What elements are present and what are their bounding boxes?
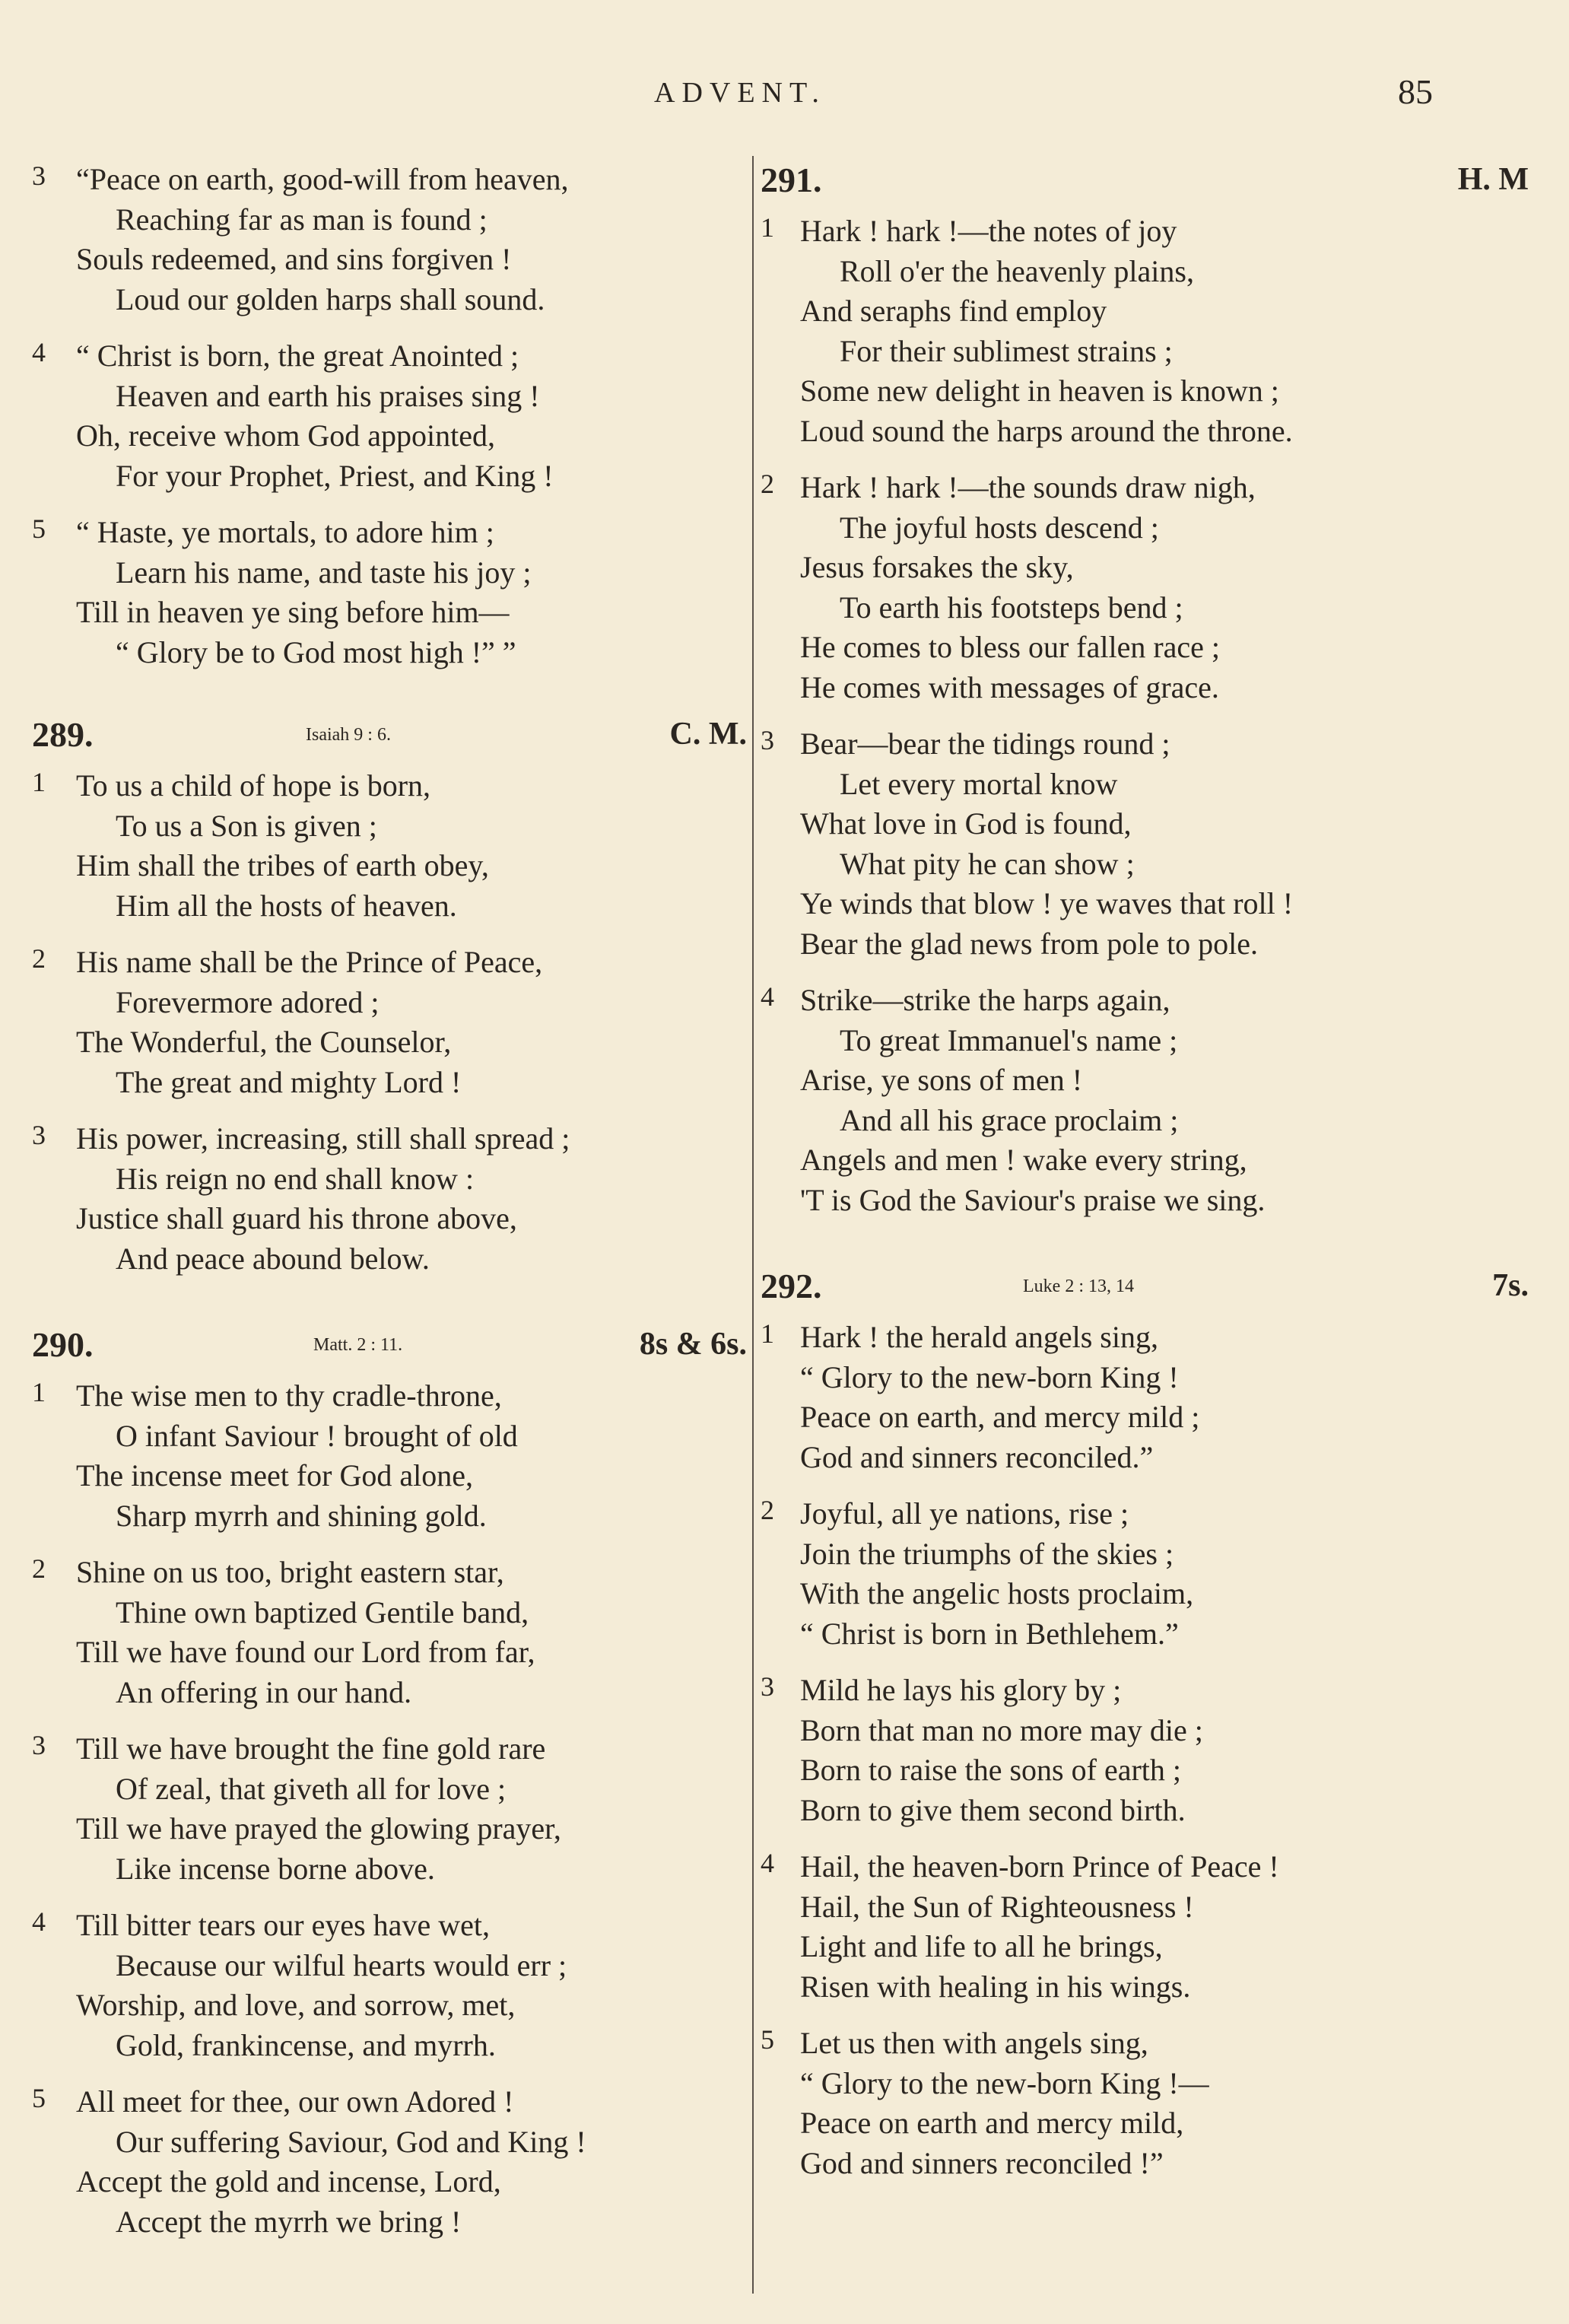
stanza: [32, 336, 747, 496]
verse-line: Our suffering Saviour, God and King !: [116, 2124, 586, 2159]
verse-line: Joyful, all ye nations, rise ;: [800, 1496, 1129, 1531]
verse-line: Angels and men ! wake every string,: [800, 1143, 1247, 1177]
stanza-number: 5: [761, 2024, 774, 2055]
verse-line: Risen with healing in his wings.: [800, 1969, 1191, 2004]
stanza-number: 3: [32, 161, 46, 191]
hymn-header: [761, 160, 1529, 205]
verse-line: Roll o'er the heavenly plains,: [840, 253, 1194, 288]
stanza: [32, 160, 747, 320]
stanza-number: 2: [761, 1495, 774, 1525]
verse-line: Bear the glad news from pole to pole.: [800, 926, 1259, 961]
scripture-reference: Luke 2 : 13, 14: [1023, 1276, 1134, 1296]
hymn-288-continuation: [32, 160, 747, 672]
stanza-number: 4: [32, 1906, 46, 1937]
verse-line: “ Christ is born, the great Anointed ;: [76, 339, 519, 373]
verse-line: “ Christ is born in Bethlehem.”: [800, 1616, 1179, 1651]
verse-line: “ Glory to the new-born King !—: [800, 2065, 1209, 2100]
verse-line: Shine on us too, bright eastern star,: [76, 1555, 504, 1589]
running-head: [0, 72, 1569, 122]
verse-line: The wise men to thy cradle-throne,: [76, 1378, 502, 1413]
verse-line: An offering in our hand.: [116, 1674, 412, 1709]
hymn-291: [761, 160, 1529, 1220]
hymn-number: 291.: [761, 161, 822, 199]
stanza: [761, 211, 1529, 451]
verse-line: Of zeal, that giveth all for love ;: [116, 1771, 507, 1806]
hymn-header: [32, 714, 747, 760]
verse-line: The joyful hosts descend ;: [840, 510, 1159, 545]
verse-line: Till we have prayed the glowing prayer,: [76, 1811, 561, 1846]
stanza: [761, 1847, 1529, 2007]
verse-line: Him shall the tribes of earth obey,: [76, 848, 489, 882]
verse-line: And peace abound below.: [116, 1241, 430, 1276]
verse-line: Light and life to all he brings,: [800, 1929, 1163, 1963]
verse-line: Him all the hosts of heaven.: [116, 888, 457, 923]
verse-line: Loud our golden harps shall sound.: [116, 281, 545, 316]
verse-line: The Wonderful, the Counselor,: [76, 1025, 452, 1059]
verse-line: He comes with messages of grace.: [800, 669, 1219, 704]
verse-line: Accept the gold and incense, Lord,: [76, 2164, 501, 2198]
verse-line: Hail, the Sun of Righteousness !: [800, 1889, 1194, 1924]
verse-line: To us a Son is given ;: [116, 808, 377, 843]
hymn-number: 289.: [32, 715, 94, 754]
verse-line: Souls redeemed, and sins forgiven !: [76, 242, 512, 276]
verse-line: Gold, frankincense, and myrrh.: [116, 2027, 496, 2062]
hymn-meter: 7s.: [1492, 1268, 1529, 1303]
verse-line: Like incense borne above.: [116, 1851, 435, 1886]
stanza-number: 2: [32, 943, 46, 974]
verse-line: Oh, receive whom God appointed,: [76, 418, 495, 453]
verse-line: Born that man no more may die ;: [800, 1712, 1203, 1747]
verse-line: Ye winds that blow ! ye waves that roll !: [800, 886, 1294, 920]
hymn-meter: H. M: [1457, 162, 1529, 197]
verse-line: To great Immanuel's name ;: [840, 1022, 1178, 1057]
verse-line: The great and mighty Lord !: [116, 1064, 462, 1099]
verse-line: What love in God is found,: [800, 806, 1132, 841]
stanza-number: 1: [32, 1377, 46, 1407]
verse-line: God and sinners reconciled !”: [800, 2145, 1164, 2180]
verse-line: “Peace on earth, good-will from heaven,: [76, 162, 569, 196]
stanza: [761, 1671, 1529, 1830]
hymn-meter: C. M.: [669, 717, 747, 752]
verse-line: He comes to bless our fallen race ;: [800, 630, 1221, 664]
verse-line: Born to give them second birth.: [800, 1792, 1186, 1827]
verse-line: Till in heaven ye sing before him—: [76, 595, 510, 629]
verse-line: All meet for thee, our own Adored !: [76, 2084, 514, 2119]
verse-line: Born to raise the sons of earth ;: [800, 1753, 1181, 1787]
verse-line: Forevermore adored ;: [116, 984, 380, 1019]
right-column: [761, 160, 1529, 2229]
verse-line: With the angelic hosts proclaim,: [800, 1576, 1194, 1610]
verse-line: To earth his footsteps bend ;: [840, 590, 1183, 625]
left-column: [32, 160, 747, 2287]
verse-line: For their sublimest strains ;: [840, 333, 1173, 368]
verse-line: “ Haste, ye mortals, to adore him ;: [76, 515, 494, 549]
hymn-header: [761, 1266, 1529, 1311]
stanza-number: 1: [761, 212, 774, 243]
verse-line: Let every mortal know: [840, 766, 1118, 801]
verse-line: Strike—strike the harps again,: [800, 983, 1170, 1017]
verse-line: Heaven and earth his praises sing !: [116, 378, 540, 413]
stanza: [32, 943, 747, 1102]
page-number: 85: [1398, 72, 1433, 111]
verse-line: Sharp myrrh and shining gold.: [116, 1498, 487, 1533]
verse-line: Worship, and love, and sorrow, met,: [76, 1988, 516, 2022]
verse-line: His power, increasing, still shall spread ;: [76, 1121, 570, 1156]
stanza: [32, 2082, 747, 2242]
stanza: [761, 981, 1529, 1220]
verse-line: Learn his name, and taste his joy ;: [116, 555, 532, 590]
verse-line: Accept the myrrh we bring !: [116, 2204, 462, 2239]
verse-line: And all his grace proclaim ;: [840, 1102, 1179, 1137]
hymn-number: 290.: [32, 1325, 94, 1364]
verse-line: Join the triumphs of the skies ;: [800, 1536, 1174, 1571]
stanza: [761, 724, 1529, 964]
running-title: ADVENT.: [654, 77, 826, 109]
stanza-number: 4: [32, 337, 46, 367]
column-divider: [752, 156, 754, 2294]
verse-line: “ Glory to the new-born King !: [800, 1359, 1179, 1394]
verse-line: Bear—bear the tidings round ;: [800, 726, 1170, 761]
scripture-reference: Isaiah 9 : 6.: [306, 725, 391, 745]
verse-line: And seraphs find employ: [800, 294, 1107, 328]
verse-line: 'T is God the Saviour's praise we sing.: [800, 1182, 1266, 1217]
stanza: [761, 468, 1529, 707]
verse-line: His reign no end shall know :: [116, 1161, 475, 1196]
verse-line: Hail, the heaven-born Prince of Peace !: [800, 1849, 1279, 1884]
stanza: [761, 1494, 1529, 1654]
verse-line: Till we have found our Lord from far,: [76, 1635, 535, 1669]
hymn-289: [32, 714, 747, 1279]
verse-line: Some new delight in heaven is known ;: [800, 374, 1279, 408]
verse-line: Peace on earth, and mercy mild ;: [800, 1400, 1200, 1434]
verse-line: Because our wilful hearts would err ;: [116, 1947, 567, 1982]
verse-line: O infant Saviour ! brought of old: [116, 1418, 518, 1453]
verse-line: Arise, ye sons of men !: [800, 1063, 1083, 1097]
stanza-number: 3: [761, 1671, 774, 1702]
stanza: [32, 1376, 747, 1536]
hymn-292: [761, 1266, 1529, 2183]
stanza: [32, 1906, 747, 2065]
hymn-number: 292.: [761, 1267, 822, 1305]
stanza: [32, 766, 747, 926]
verse-line: To us a child of hope is born,: [76, 768, 431, 803]
verse-line: His name shall be the Prince of Peace,: [76, 945, 543, 979]
stanza-number: 5: [32, 2083, 46, 2113]
verse-line: The incense meet for God alone,: [76, 1458, 474, 1493]
verse-line: Reaching far as man is found ;: [116, 202, 488, 237]
verse-line: For your Prophet, Priest, and King !: [116, 458, 554, 493]
stanza-number: 2: [761, 469, 774, 499]
stanza-number: 3: [32, 1120, 46, 1150]
verse-line: Thine own baptized Gentile band,: [116, 1594, 529, 1629]
stanza: [761, 2024, 1529, 2183]
verse-line: Hark ! the herald angels sing,: [800, 1320, 1158, 1354]
verse-line: Jesus forsakes the sky,: [800, 550, 1074, 584]
verse-line: God and sinners reconciled.”: [800, 1439, 1154, 1474]
stanza-number: 4: [761, 981, 774, 1012]
stanza: [32, 1553, 747, 1712]
hymn-290: [32, 1324, 747, 2242]
verse-line: Let us then with angels sing,: [800, 2026, 1148, 2060]
stanza-number: 3: [32, 1730, 46, 1760]
verse-line: Hark ! hark !—the sounds draw nigh,: [800, 470, 1256, 504]
stanza-number: 5: [32, 513, 46, 544]
verse-line: Till bitter tears our eyes have wet,: [76, 1908, 490, 1942]
verse-line: Justice shall guard his throne above,: [76, 1201, 517, 1235]
hymn-meter: 8s & 6s.: [639, 1327, 747, 1362]
stanza-number: 1: [761, 1318, 774, 1349]
hymn-header: [32, 1324, 747, 1370]
verse-line: What pity he can show ;: [840, 846, 1135, 881]
stanza-number: 2: [32, 1553, 46, 1584]
stanza-number: 1: [32, 767, 46, 797]
verse-line: Loud sound the harps around the throne.: [800, 413, 1293, 448]
verse-line: Peace on earth and mercy mild,: [800, 2106, 1184, 2140]
stanza: [761, 1318, 1529, 1477]
verse-line: Hark ! hark !—the notes of joy: [800, 214, 1177, 248]
stanza: [32, 513, 747, 672]
scripture-reference: Matt. 2 : 11.: [313, 1335, 403, 1355]
verse-line: Till we have brought the fine gold rare: [76, 1731, 546, 1766]
stanza-number: 4: [761, 1848, 774, 1878]
verse-line: Mild he lays his glory by ;: [800, 1673, 1122, 1707]
stanza-number: 3: [761, 725, 774, 755]
stanza: [32, 1119, 747, 1279]
stanza: [32, 1729, 747, 1889]
verse-line: “ Glory be to God most high !” ”: [116, 634, 516, 669]
